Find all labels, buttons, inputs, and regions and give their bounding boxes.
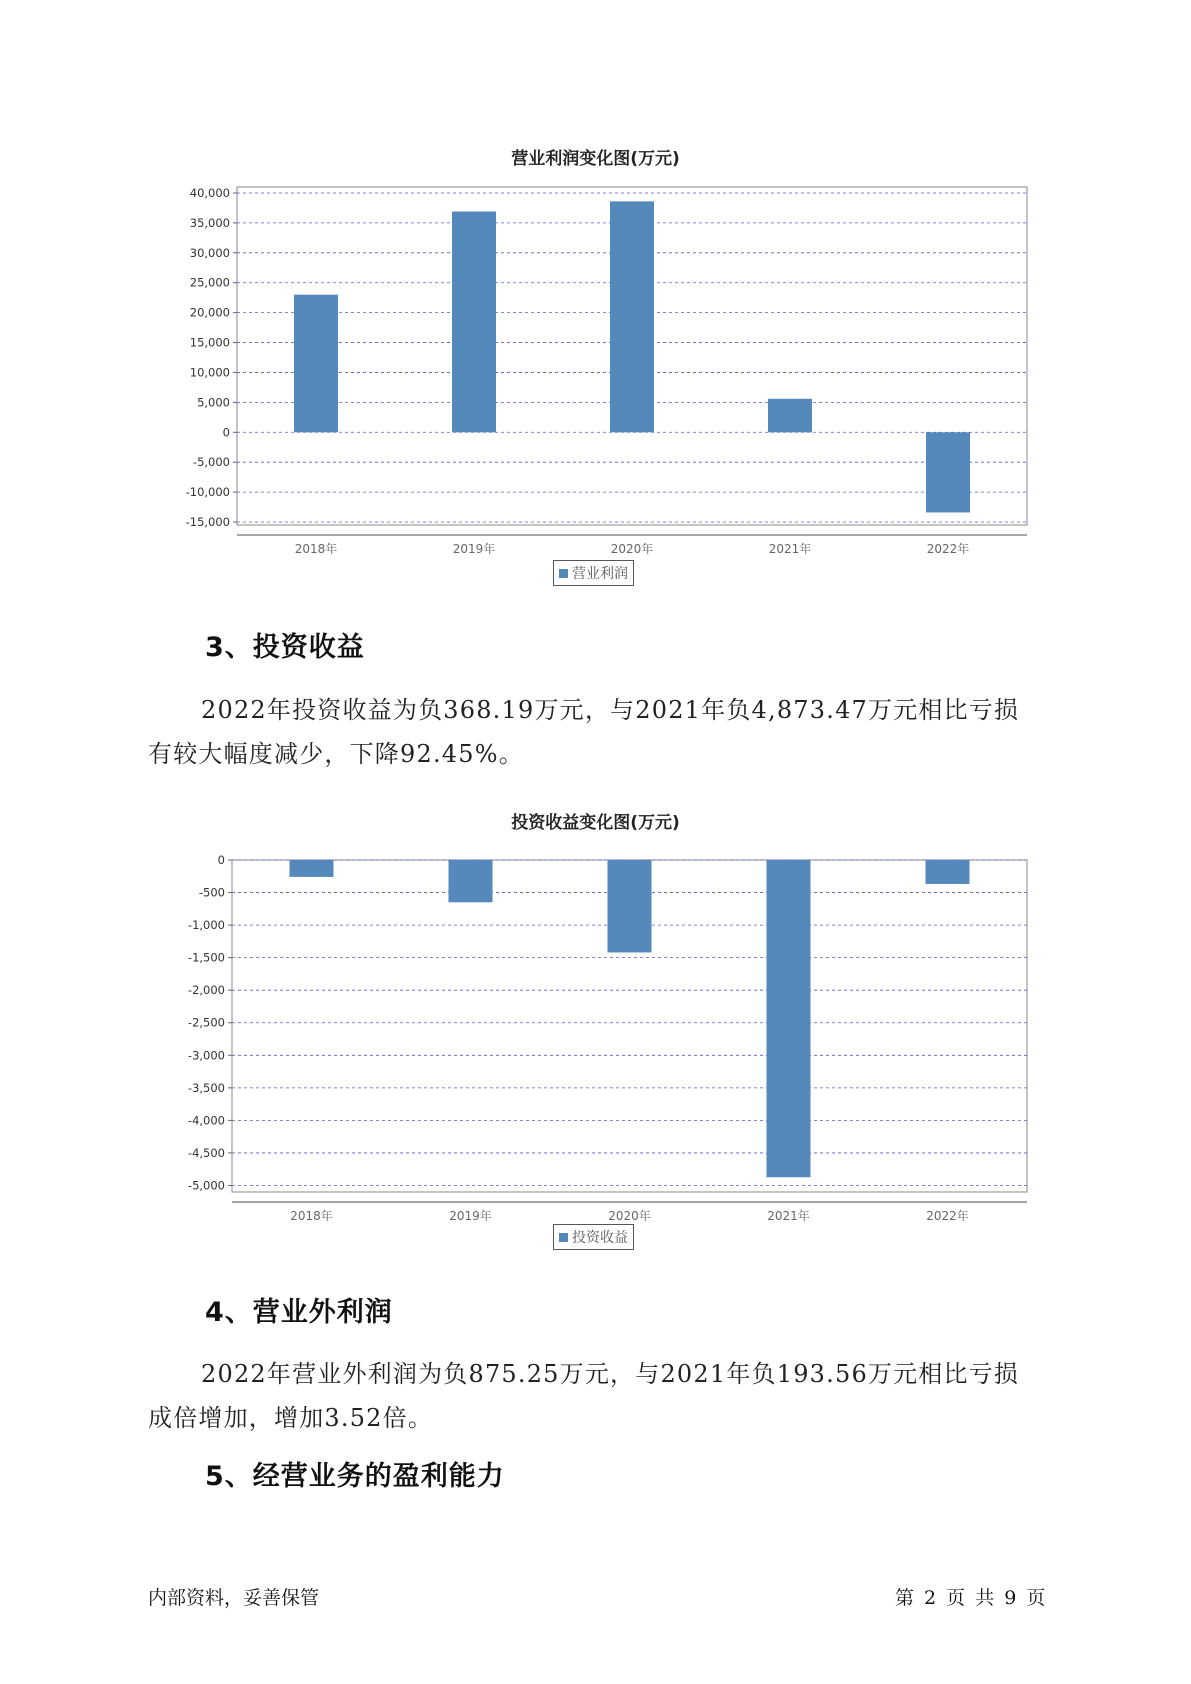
y-tick-label: 0: [217, 853, 225, 867]
x-tick-label: 2020年: [610, 542, 654, 556]
y-tick-label: 15,000: [189, 335, 230, 350]
section-3-heading: 3、投资收益: [205, 632, 365, 663]
y-tick-label: -3,500: [187, 1080, 225, 1095]
legend-swatch: [559, 1233, 568, 1242]
chart2-title: 投资收益变化图(万元): [511, 813, 680, 833]
y-tick-label: -2,500: [187, 1015, 225, 1030]
x-tick-label: 2021年: [767, 1209, 810, 1223]
bar-2020年: [608, 860, 652, 952]
investment-income-chart: [0, 845, 1191, 1223]
y-tick-label: -4,000: [187, 1113, 225, 1128]
x-tick-label: 2021年: [768, 542, 812, 556]
y-tick-label: -5,000: [192, 455, 230, 470]
x-tick-label: 2022年: [926, 542, 970, 556]
y-tick-label: 20,000: [189, 305, 230, 320]
section-4-line-1: 2022年营业外利润为负875.25万元，与2021年负193.56万元相比亏损: [201, 1360, 1020, 1388]
chart2-legend-label: 投资收益: [572, 1230, 628, 1246]
chart1-legend-label: 营业利润: [572, 566, 628, 582]
y-tick-label: 0: [222, 425, 230, 440]
y-tick-label: 35,000: [189, 215, 230, 230]
y-tick-label: -2,000: [187, 983, 225, 998]
x-tick-label: 2019年: [452, 542, 496, 556]
x-tick-label: 2019年: [449, 1209, 492, 1223]
operating-profit-chart: [0, 180, 1191, 580]
y-tick-label: -1,000: [187, 918, 225, 933]
x-tick-label: 2022年: [926, 1209, 969, 1223]
x-tick-label: 2018年: [294, 542, 338, 556]
bar-2022年: [926, 860, 970, 884]
section-3-paragraph: [148, 688, 1048, 776]
bar-2019年: [449, 860, 493, 902]
y-tick-label: -500: [198, 885, 225, 900]
y-tick-label: -4,500: [187, 1145, 225, 1160]
section-3-line-2: 有较大幅度减少，下降92.45%。: [148, 740, 524, 768]
section-4-heading: 4、营业外利润: [205, 1297, 393, 1328]
y-tick-label: -5,000: [187, 1178, 225, 1193]
section-4-paragraph: [148, 1352, 1048, 1440]
y-tick-label: 10,000: [189, 365, 230, 380]
bar-2021年: [768, 399, 812, 433]
bar-2022年: [926, 432, 970, 512]
y-tick-label: -1,500: [187, 950, 225, 965]
y-tick-label: 30,000: [189, 245, 230, 260]
legend-swatch: [559, 569, 568, 578]
y-tick-label: -10,000: [185, 485, 230, 500]
y-tick-label: 5,000: [197, 395, 230, 410]
chart1-title: 营业利润变化图(万元): [511, 149, 680, 169]
x-tick-label: 2020年: [608, 1209, 651, 1223]
y-tick-label: -15,000: [185, 515, 230, 530]
chart1-legend: [553, 560, 634, 586]
y-tick-label: 40,000: [189, 185, 230, 200]
footer-confidential-note: 内部资料，妥善保管: [148, 1587, 320, 1609]
bar-2018年: [290, 860, 334, 877]
bar-2020年: [610, 201, 654, 432]
y-tick-label: -3,000: [187, 1048, 225, 1063]
bar-2021年: [767, 860, 811, 1177]
section-3-line-1: 2022年投资收益为负368.19万元，与2021年负4,873.47万元相比亏损: [201, 696, 1020, 724]
section-4-line-2: 成倍增加，增加3.52倍。: [148, 1404, 434, 1432]
y-tick-label: 25,000: [189, 275, 230, 290]
section-5-heading: 5、经营业务的盈利能力: [205, 1461, 505, 1492]
bar-2018年: [294, 295, 338, 433]
x-tick-label: 2018年: [290, 1209, 333, 1223]
bar-2019年: [452, 212, 496, 433]
chart2-legend: [553, 1224, 634, 1250]
footer-page-number: 第 2 页 共 9 页: [895, 1587, 1046, 1609]
